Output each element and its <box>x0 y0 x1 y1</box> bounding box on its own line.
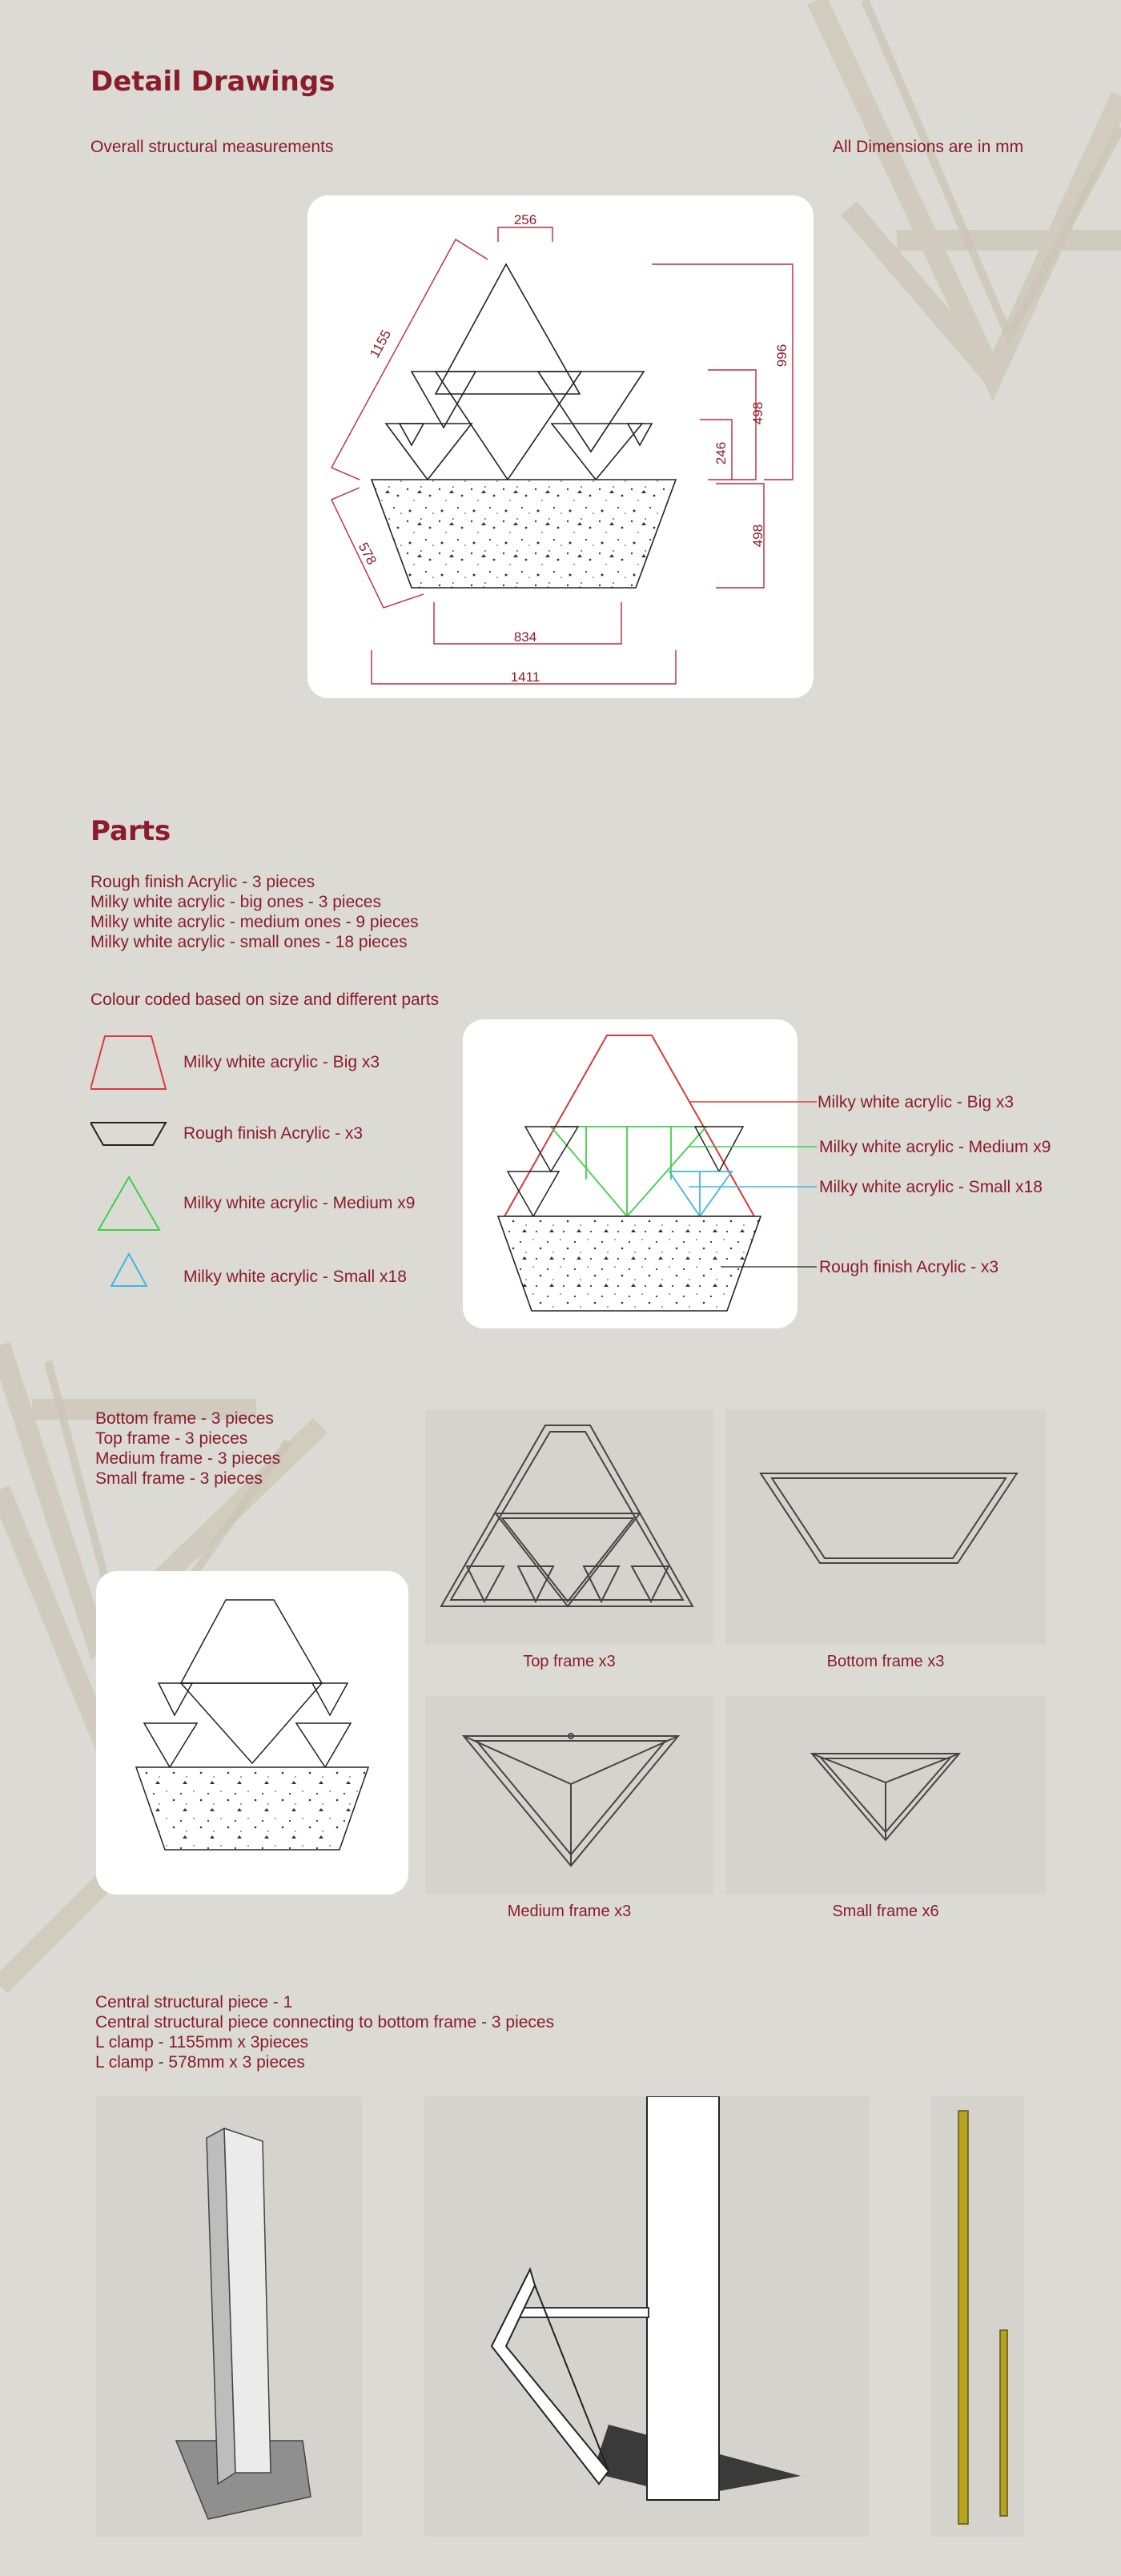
small-frame-panel <box>725 1696 1046 1895</box>
small-swatch-icon <box>111 1254 147 1286</box>
callout-medium: Milky white acrylic - Medium x9 <box>819 1138 1051 1156</box>
small-frame-caption: Small frame x6 <box>832 1903 939 1920</box>
units-note: All Dimensions are in mm <box>833 138 1024 156</box>
medium-swatch-icon <box>98 1177 159 1230</box>
structure-list-item: Central structural piece - 1 <box>95 1993 293 2011</box>
dim-bottom-inner: 834 <box>513 629 537 645</box>
dim-left-upper: 1155 <box>367 327 395 361</box>
assembly-drawing <box>96 1571 408 1895</box>
colour-note: Colour coded based on size and different parts <box>90 991 440 1009</box>
dim-right-mid: 498 <box>750 401 765 425</box>
central-piece-panel <box>96 2096 362 2537</box>
section-subtitle: Overall structural measurements <box>90 138 334 156</box>
legend-big-label: Milky white acrylic - Big x3 <box>183 1053 380 1071</box>
callout-big: Milky white acrylic - Big x3 <box>818 1093 1015 1111</box>
medium-frame-panel <box>425 1696 713 1895</box>
structure-list-item: L clamp - 1155mm x 3pieces <box>95 2033 309 2052</box>
parts-list-item: Rough finish Acrylic - 3 pieces <box>90 873 315 891</box>
callout-leaders <box>689 1089 825 1281</box>
connector-panel <box>424 2096 870 2537</box>
frames-list-item: Medium frame - 3 pieces <box>95 1449 281 1468</box>
medium-frame-drawing <box>425 1696 713 1895</box>
structure-list <box>95 1992 554 2072</box>
parts-list-item: Milky white acrylic - small ones - 18 pieces <box>90 933 408 951</box>
rough-swatch-icon <box>90 1123 166 1145</box>
callout-small: Milky white acrylic - Small x18 <box>819 1178 1043 1196</box>
dim-top: 256 <box>513 212 537 227</box>
page-title: Detail Drawings <box>90 66 335 98</box>
parts-list <box>90 872 419 952</box>
bottom-frame-drawing <box>725 1409 1046 1645</box>
legend-swatches <box>90 1033 171 1289</box>
central-piece-drawing <box>96 2096 362 2537</box>
top-frame-drawing <box>425 1409 713 1645</box>
small-frame-drawing <box>725 1696 1046 1895</box>
assembly-card <box>96 1571 408 1895</box>
overall-drawing-card <box>307 195 814 698</box>
structure-list-item: Central structural piece connecting to bottom frame - 3 pieces <box>95 2013 555 2031</box>
bottom-frame-panel <box>725 1409 1046 1645</box>
bottom-frame-caption: Bottom frame x3 <box>826 1653 945 1670</box>
dim-bottom-outer: 1411 <box>510 669 540 685</box>
frames-list-item: Bottom frame - 3 pieces <box>95 1409 274 1428</box>
frames-list-item: Top frame - 3 pieces <box>95 1429 248 1448</box>
long-l-clamp <box>958 2111 968 2524</box>
l-clamp-panel <box>931 2096 1024 2537</box>
parts-list-item: Milky white acrylic - medium ones - 9 pieces <box>90 913 419 931</box>
top-frame-panel <box>425 1409 713 1645</box>
legend-medium-label: Milky white acrylic - Medium x9 <box>183 1194 416 1212</box>
frames-list <box>95 1409 280 1489</box>
l-clamp-drawing <box>931 2096 1024 2537</box>
short-l-clamp <box>1000 2330 1007 2516</box>
top-frame-caption: Top frame x3 <box>523 1653 616 1670</box>
dim-right-tall: 996 <box>774 344 790 368</box>
parts-title: Parts <box>90 815 171 847</box>
dim-right-small: 246 <box>713 441 729 465</box>
dim-left-lower: 578 <box>355 540 380 568</box>
frames-list-item: Small frame - 3 pieces <box>95 1469 263 1488</box>
medium-frame-caption: Medium frame x3 <box>507 1903 632 1920</box>
structure-list-item: L clamp - 578mm x 3 pieces <box>95 2053 305 2072</box>
parts-list-item: Milky white acrylic - big ones - 3 pieces <box>90 893 381 911</box>
callout-rough: Rough finish Acrylic - x3 <box>819 1258 999 1276</box>
legend-rough-label: Rough finish Acrylic - x3 <box>183 1124 364 1143</box>
overall-structure-drawing <box>307 195 814 698</box>
dim-right-low: 498 <box>750 524 765 548</box>
big-swatch-icon <box>90 1036 166 1089</box>
legend-small-label: Milky white acrylic - Small x18 <box>183 1268 407 1286</box>
connector-drawing <box>424 2096 870 2537</box>
